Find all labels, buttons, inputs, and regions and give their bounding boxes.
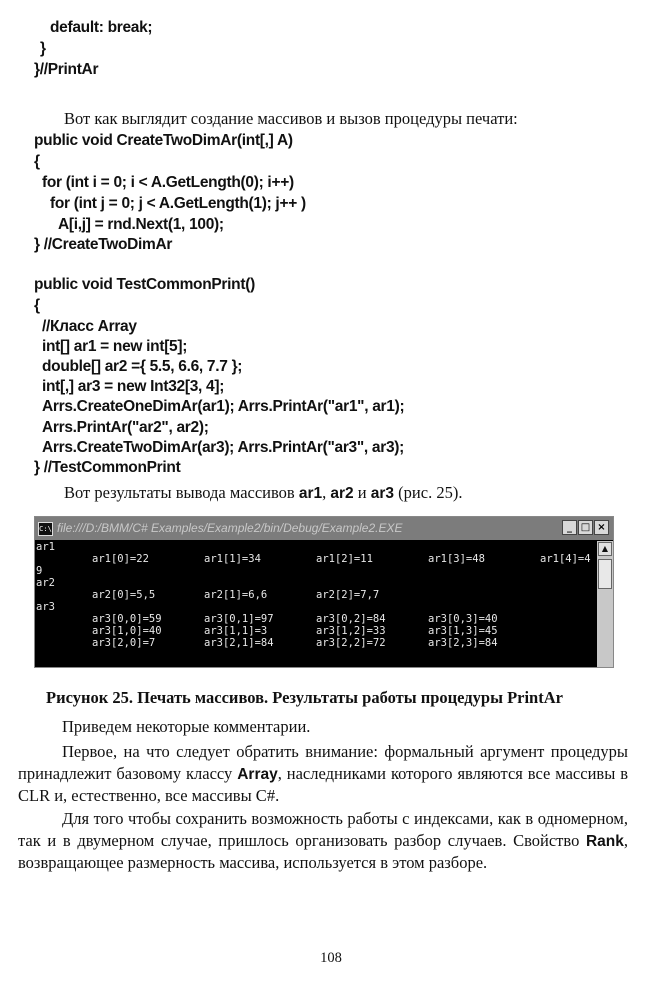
code-line: }//PrintAr (34, 61, 99, 78)
code-line: for (int i = 0; i < A.GetLength(0); i++) (42, 174, 294, 191)
code-line: } //CreateTwoDimAr (34, 236, 173, 253)
console-window (34, 516, 614, 668)
code-line: A[i,j] = rnd.Next(1, 100); (58, 216, 224, 233)
results-text-pre: Вот результаты вывода массивов (64, 483, 299, 502)
console-value: ar2[1]=6,6 (204, 589, 268, 601)
code-line: int[] ar1 = new int[5]; (42, 338, 188, 355)
close-button[interactable]: × (594, 520, 609, 535)
code-line: default: break; (50, 19, 153, 36)
console-value: ar1[1]=34 (204, 553, 261, 565)
console-value: ar3[1,1]=3 (204, 625, 268, 637)
console-app-icon: C:\ (38, 522, 53, 536)
code-line: public void CreateTwoDimAr(int[,] A) (34, 132, 293, 149)
code-line: int[,] ar3 = new Int32[3, 4]; (42, 378, 225, 395)
paragraph (18, 741, 628, 807)
page-number: 108 (320, 950, 342, 966)
console-value: ar1[4]=4 (540, 553, 591, 565)
results-ar3: ar3 (370, 485, 395, 502)
code-line: //Класс Array (42, 318, 137, 335)
code-line: Arrs.CreateOneDimAr(ar1); Arrs.PrintAr("ar1", ar1); (42, 398, 405, 415)
results-ar1: ar1 (298, 485, 323, 502)
paragraph-text: Приведем некоторые комментарии. (62, 717, 311, 736)
console-value: ar3[2,0]=7 (92, 637, 156, 649)
console-value: ar3[0,3]=40 (428, 613, 498, 625)
console-value: ar3[0,2]=84 (316, 613, 386, 625)
console-value: ar3[0,1]=97 (204, 613, 274, 625)
paragraph-text: Для того чтобы сохранить возможность работы с индексами, как в одномерном, так и в двумерном случае, пришлось организовать разбор случаев. Свойство (18, 809, 628, 850)
minimize-button[interactable]: _ (562, 520, 577, 535)
console-value: ar3[2,1]=84 (204, 637, 274, 649)
console-value: ar2[2]=7,7 (316, 589, 380, 601)
code-line: Arrs.CreateTwoDimAr(ar3); Arrs.PrintAr("ar3", ar3); (42, 439, 405, 456)
results-sep: и (353, 483, 371, 502)
console-output (35, 541, 597, 668)
console-line: ar2 (36, 577, 55, 589)
paragraph (18, 716, 628, 738)
console-title-bar[interactable] (35, 517, 613, 540)
console-value: ar3[0,0]=59 (92, 613, 162, 625)
console-value: ar3[2,2]=72 (316, 637, 386, 649)
results-text-post: (рис. 25). (394, 483, 463, 502)
code-line: double[] ar2 ={ 5.5, 6.6, 7.7 }; (42, 358, 243, 375)
console-line: ar1 (36, 541, 55, 553)
scroll-thumb[interactable] (598, 559, 612, 589)
maximize-button[interactable]: □ (578, 520, 593, 535)
console-value: ar1[3]=48 (428, 553, 485, 565)
code-line: Arrs.PrintAr("ar2", ar2); (42, 419, 209, 436)
console-title: file:///D:/BMM/C# Examples/Example2/bin/Debug/Example2.EXE (57, 521, 403, 535)
results-text (64, 482, 462, 504)
intro-text: Вот как выглядит создание массивов и вызов процедуры печати: (64, 109, 518, 128)
console-value: ar2[0]=5,5 (92, 589, 156, 601)
console-value: ar3[1,3]=45 (428, 625, 498, 637)
results-ar2: ar2 (330, 485, 354, 502)
code-line: for (int j = 0; j < A.GetLength(1); j++ ) (50, 195, 306, 212)
figure-caption: Рисунок 25. Печать массивов. Результаты работы процедуры PrintAr (46, 688, 563, 707)
console-line: ar3 (36, 601, 55, 613)
keyword-rank: Rank (585, 832, 624, 850)
console-value: ar1[0]=22 (92, 553, 149, 565)
paragraph-text: , возвращающее размерность массива, используется в этом разборе. (18, 830, 628, 872)
paragraph (18, 808, 628, 874)
keyword-array: Array (237, 765, 278, 783)
console-value: ar3[2,3]=84 (428, 637, 498, 649)
code-line: { (34, 153, 40, 170)
paragraph-text: Первое, на что следует обратить внимание: формальный аргумент процедуры принадлежит базовому классу (18, 742, 628, 783)
scroll-up-icon[interactable]: ▲ (598, 542, 612, 556)
code-line: public void TestCommonPrint() (34, 276, 255, 293)
console-line: 9 (36, 565, 43, 577)
paragraph-text: , наследниками которого являются все массивы в CLR и, естественно, все массивы C#. (18, 763, 629, 805)
code-line: } //TestCommonPrint (34, 459, 181, 476)
results-sep: , (322, 483, 331, 502)
console-value: ar3[1,2]=33 (316, 625, 386, 637)
code-line: { (34, 297, 40, 314)
code-line: } (40, 40, 46, 57)
console-scrollbar[interactable] (597, 541, 613, 668)
console-value: ar3[1,0]=40 (92, 625, 162, 637)
console-value: ar1[2]=11 (316, 553, 373, 565)
